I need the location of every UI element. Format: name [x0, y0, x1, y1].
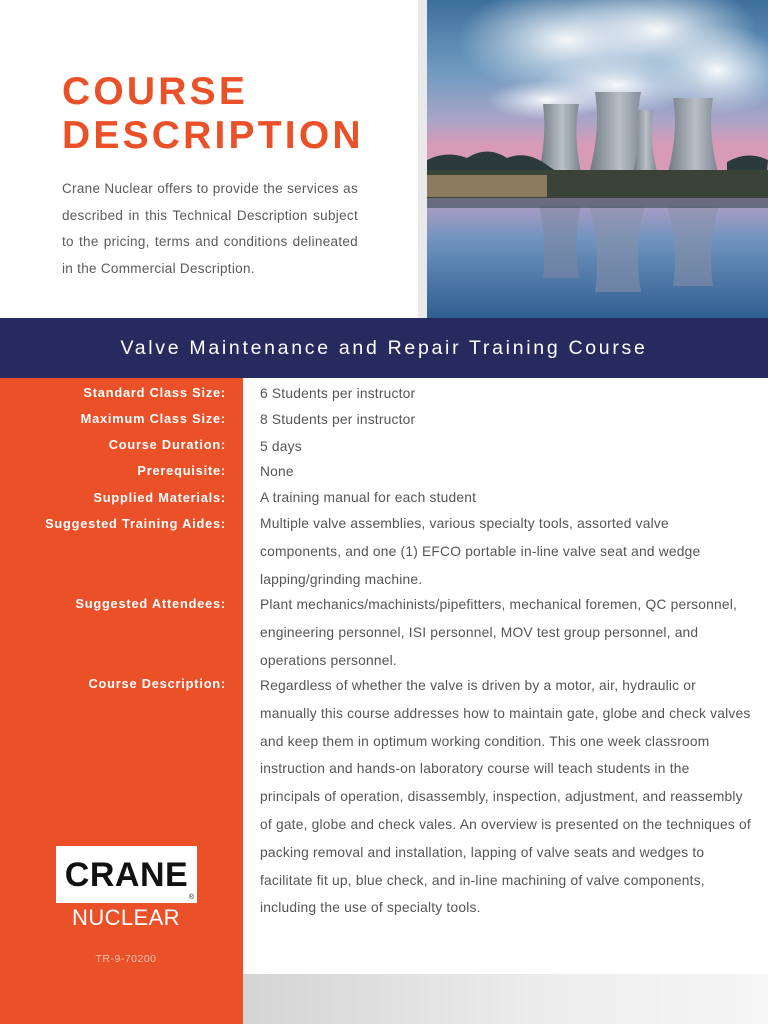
- details-sidebar: [0, 378, 243, 1024]
- label-prerequisite: Prerequisite:: [137, 463, 226, 478]
- value-supplied-materials: A training manual for each student: [260, 490, 477, 505]
- label-course-duration: Course Duration:: [108, 437, 226, 452]
- label-standard-class-size: Standard Class Size:: [83, 385, 226, 400]
- value-standard-class-size: 6 Students per instructor: [260, 386, 416, 401]
- label-suggested-attendees: Suggested Attendees:: [75, 596, 226, 611]
- cooling-towers-illustration: [427, 0, 768, 318]
- footer-strip: [243, 974, 768, 1024]
- page-title-line-2: DESCRIPTION: [62, 114, 364, 157]
- crane-logo: [56, 846, 197, 903]
- label-suggested-training-aides: Suggested Training Aides:: [45, 516, 226, 531]
- label-maximum-class-size: Maximum Class Size:: [80, 411, 226, 426]
- value-prerequisite: None: [260, 464, 294, 479]
- page-title-line-1: COURSE: [62, 70, 249, 113]
- header-text-panel: [0, 0, 418, 318]
- logo-division: NUCLEAR: [72, 905, 180, 930]
- intro-paragraph: Crane Nuclear offers to provide the services as described in this Technical Description subject to the pricing, terms and conditions delineated in the Commercial Description.: [62, 181, 358, 276]
- value-course-duration: 5 days: [260, 439, 302, 454]
- value-course-description: Regardless of whether the valve is driven by a motor, air, hydraulic or manually this course addresses how to maintain gate, globe and check valves and keep them in optimum working condition. This one week classroom instruction and hands-on laboratory course will teach students in the principals of operation, disassembly, inspection, adjustment, and reassembly of gate, globe and check vales. An overview is presented on the techniques of packing removal and installation, lapping of valve seats and wedges to facilitate fit up, blue check, and in-line machining of valve components, including the use of specialty tools.: [260, 678, 751, 916]
- value-suggested-training-aides: Multiple valve assemblies, various specialty tools, assorted valve components, and one (1) EFCO portable in-line valve seat and wedge lapping/grinding machine.: [260, 516, 701, 587]
- registered-mark: ®: [188, 894, 194, 901]
- header-section: [0, 0, 768, 318]
- value-maximum-class-size: 8 Students per instructor: [260, 412, 416, 427]
- document-code: TR-9-70200: [95, 953, 157, 965]
- course-title-band: [0, 318, 768, 378]
- logo-brand: CRANE: [64, 856, 189, 894]
- label-course-description: Course Description:: [88, 676, 226, 691]
- course-title: Valve Maintenance and Repair Training Course: [120, 337, 648, 359]
- value-suggested-attendees: Plant mechanics/machinists/pipefitters, mechanical foremen, QC personnel, engineering personnel, ISI personnel, MOV test group personnel, and operations personnel.: [260, 597, 738, 668]
- cooling-towers-photo: [427, 0, 768, 318]
- page-title: [62, 70, 364, 158]
- label-supplied-materials: Supplied Materials:: [93, 490, 226, 505]
- vertical-divider: [418, 0, 427, 318]
